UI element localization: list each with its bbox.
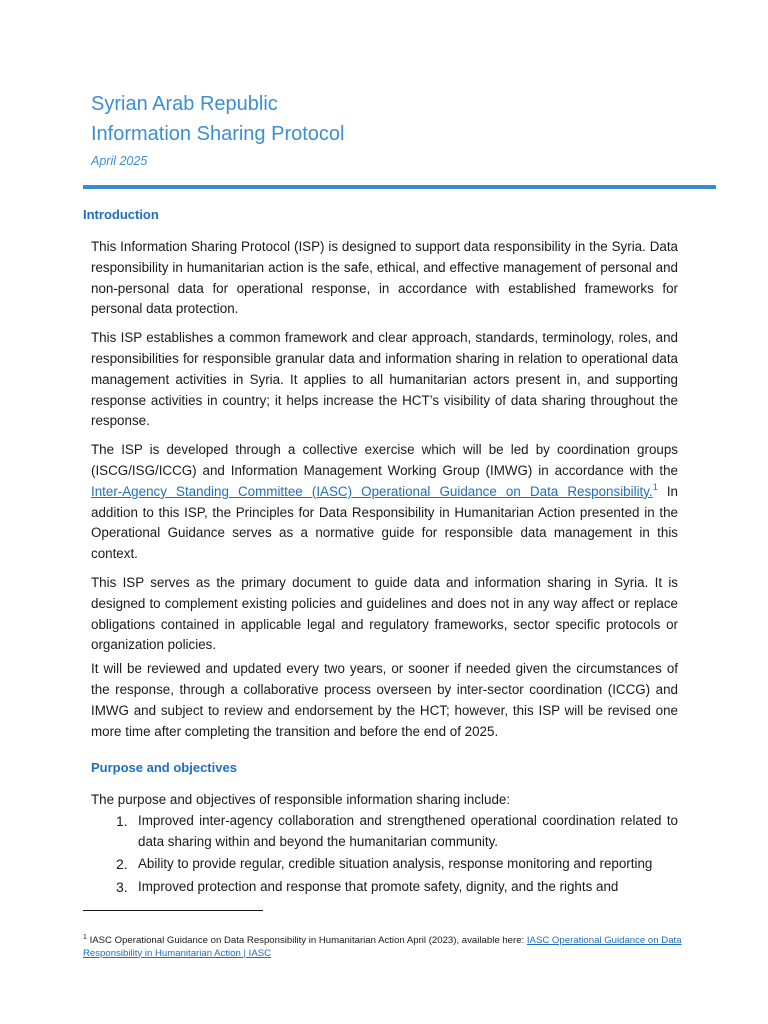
introduction-body <box>91 237 678 750</box>
section-heading-introduction: Introduction <box>83 207 159 222</box>
section-heading-purpose: Purpose and objectives <box>91 760 237 775</box>
list-item-number: 3. <box>116 879 128 896</box>
footnote-link[interactable]: IASC Operational Guidance on Data Responsibility in Humanitarian Action | IASC <box>83 935 682 959</box>
list-item-text: Ability to provide regular, credible situation analysis, response monitoring and reporting <box>138 856 653 872</box>
footnote-ref-1[interactable]: 1 <box>652 481 658 492</box>
footnote-text: IASC Operational Guidance on Data Responsibility in Humanitarian Action April (2023), available here: <box>86 935 527 946</box>
list-item-text: Improved protection and response that promote safety, dignity, and the rights and <box>138 879 619 895</box>
intro-paragraph-4: This ISP serves as the primary document to guide data and information sharing in Syria. It is designed to complement existing policies and guidelines and does not in any way affect or replace obligations contained in applicable legal and regulatory frameworks, sector specific protocols or organization policies. <box>91 574 678 653</box>
intro-paragraph-2: This ISP establishes a common framework and clear approach, standards, terminology, roles, and responsibilities for responsible granular data and information sharing in relation to operational data management activities in Syria. It applies to all humanitarian actors present in, and supporting response activities in country; it helps increase the HCT’s visibility of data sharing throughout the response. <box>91 330 678 429</box>
footnote-divider <box>83 910 263 911</box>
intro-paragraph-3-lead: The ISP is developed through a collective exercise which will be led by coordination groups (ISCG/ISG/ICCG) and Information Management Working Group (IMWG) in accordance with the <box>91 442 678 478</box>
footnote-number: 1 <box>83 934 87 941</box>
footnote-1 <box>83 935 693 960</box>
intro-paragraph-5: It will be reviewed and updated every two years, or sooner if needed given the circumstances of the response, through a collaborative process overseen by inter-sector coordination (ICCG) and IMWG and subject to review and endorsement by the HCT; however, this ISP will be revised one more time after completing the transition and before the end of 2025. <box>91 661 678 739</box>
purpose-intro-text: The purpose and objectives of responsible information sharing include: <box>91 792 511 807</box>
intro-paragraph-3 <box>91 440 678 565</box>
list-item-number: 1. <box>116 812 128 829</box>
document-title-line2: Information Sharing Protocol <box>91 123 345 145</box>
iasc-guidance-link[interactable]: Inter-Agency Standing Committee (IASC) Operational Guidance on Data Responsibility. <box>91 483 653 499</box>
list-item <box>91 854 678 875</box>
purpose-body <box>91 790 678 900</box>
intro-paragraph-1: This Information Sharing Protocol (ISP) is designed to support data responsibility in the Syria. Data responsibility in humanitarian action is the safe, ethical, and effective management of personal and non-personal data for operational response, in accordance with established frameworks for personal data protection. <box>91 239 678 317</box>
list-item <box>91 877 678 898</box>
document-title-line1: Syrian Arab Republic <box>91 93 278 115</box>
list-item <box>91 811 678 853</box>
list-item-number: 2. <box>116 856 128 873</box>
intro-paragraph-3-tail: In addition to this ISP, the Principles for Data Responsibility in Humanitarian Action presented in the Operational Guidance serves as a normative guide for responsible data management in this context. <box>91 483 678 562</box>
list-item-text: Improved inter-agency collaboration and strengthened operational coordination related to data sharing within and beyond the humanitarian community. <box>138 812 678 849</box>
purpose-list <box>91 811 678 898</box>
document-date: April 2025 <box>91 154 148 168</box>
header-divider <box>83 185 716 189</box>
